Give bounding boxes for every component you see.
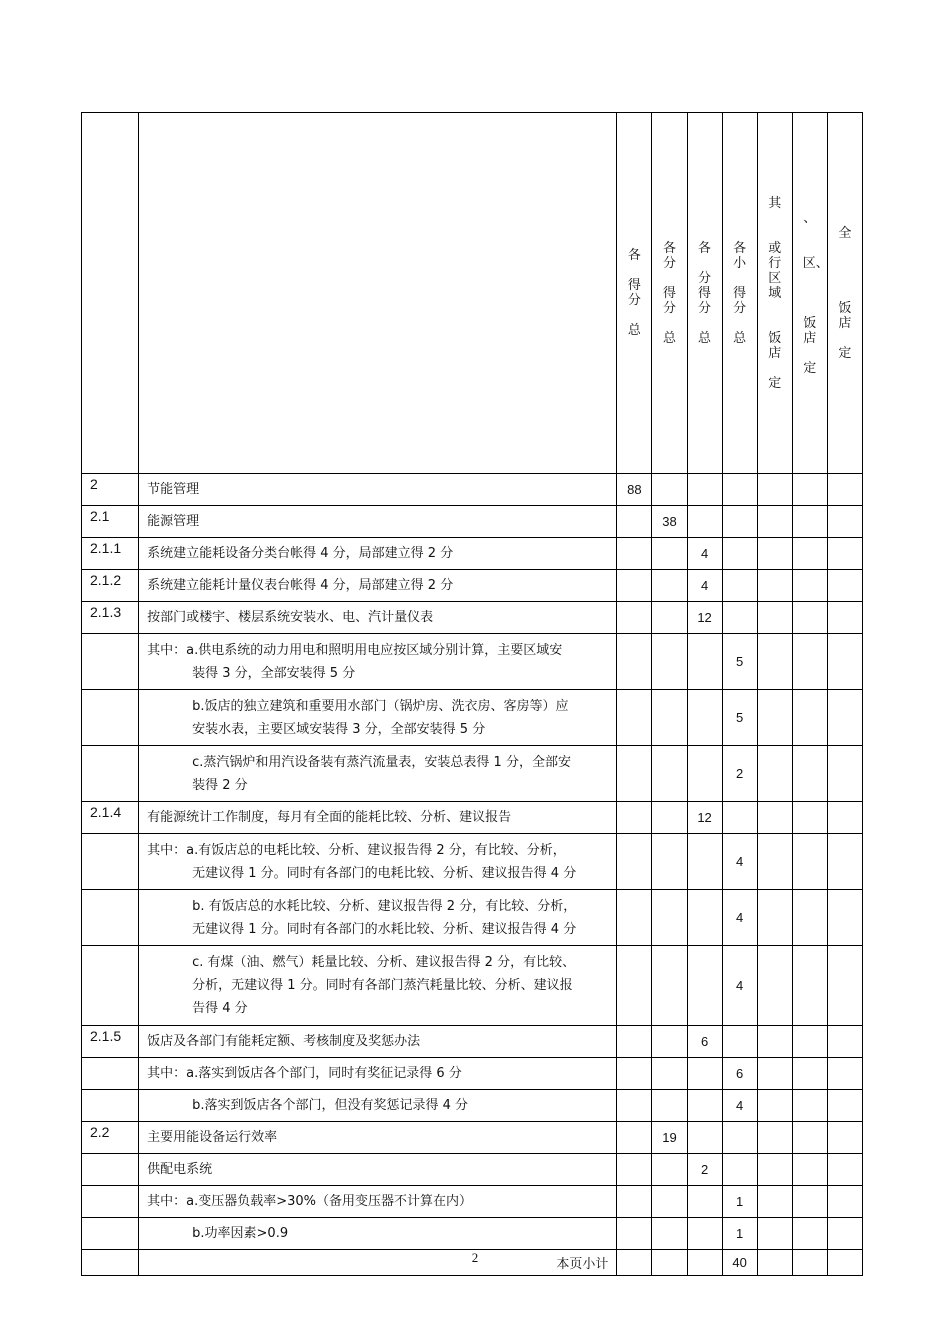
- score-cell: [652, 746, 687, 802]
- score-cell: [792, 506, 827, 538]
- score-cell: [757, 890, 792, 946]
- row-code: [82, 1058, 139, 1090]
- score-cell: [757, 1186, 792, 1218]
- table-row: [82, 890, 863, 946]
- row-item-line: 分析，无建议得 1 分。同时有各部门蒸汽耗量比较、分析、建议报: [192, 978, 573, 993]
- score-cell: [792, 474, 827, 506]
- row-item-line: 其中：a.落实到饭店各个部门，同时有奖征记录得 6 分: [147, 1066, 462, 1081]
- score-cell: [617, 1154, 652, 1186]
- score-cell: [757, 1058, 792, 1090]
- score-cell: [687, 506, 722, 538]
- row-item: [139, 634, 617, 690]
- score-cell: [792, 890, 827, 946]
- score-cell: 2: [687, 1154, 722, 1186]
- score-cell: [722, 1154, 757, 1186]
- score-cell: [617, 634, 652, 690]
- score-cell: [827, 1026, 862, 1058]
- row-item-line: 系统建立能耗计量仪表台帐得 4 分，局部建立得 2 分: [147, 578, 454, 593]
- score-cell: [827, 746, 862, 802]
- score-cell: [617, 570, 652, 602]
- score-cell: [617, 1058, 652, 1090]
- table-row: [82, 634, 863, 690]
- row-item: [139, 1154, 617, 1186]
- row-item: [139, 890, 617, 946]
- score-cell: [827, 1058, 862, 1090]
- row-code: 2.1.2: [82, 570, 139, 602]
- row-code: 2.1.3: [82, 602, 139, 634]
- row-item-line: 节能管理: [147, 482, 200, 497]
- score-cell: [652, 1186, 687, 1218]
- score-cell: [792, 746, 827, 802]
- score-cell: [652, 1058, 687, 1090]
- row-code: 2.2: [82, 1122, 139, 1154]
- score-cell: [757, 634, 792, 690]
- score-cell: 19: [652, 1122, 687, 1154]
- score-cell: [757, 690, 792, 746]
- row-code: [82, 1186, 139, 1218]
- table-row: [82, 602, 863, 634]
- score-cell: [827, 1090, 862, 1122]
- score-cell: 4: [687, 570, 722, 602]
- score-cell: [687, 1186, 722, 1218]
- row-item: [139, 1122, 617, 1154]
- score-cell: 4: [722, 834, 757, 890]
- row-item-line: 有能源统计工作制度，每月有全面的能耗比较、分析、建议报告: [147, 810, 512, 825]
- row-code: [82, 1218, 139, 1250]
- score-cell: [827, 802, 862, 834]
- score-cell: [722, 570, 757, 602]
- header-code-cell: [82, 113, 139, 474]
- row-item-line: 供配电系统: [147, 1162, 213, 1177]
- score-cell: [652, 946, 687, 1026]
- table-row: [82, 746, 863, 802]
- row-code: 2.1.4: [82, 802, 139, 834]
- row-item: [139, 834, 617, 890]
- table-row: [82, 474, 863, 506]
- row-item: [139, 690, 617, 746]
- score-cell: 2: [722, 746, 757, 802]
- score-cell: [792, 570, 827, 602]
- row-item: [139, 746, 617, 802]
- score-cell: [827, 1154, 862, 1186]
- score-cell: [792, 538, 827, 570]
- score-cell: [827, 506, 862, 538]
- score-cell: [827, 634, 862, 690]
- table-row: [82, 1186, 863, 1218]
- subtotal-label: 本页小计: [139, 1250, 617, 1276]
- score-cell: [617, 1186, 652, 1218]
- score-cell: [687, 634, 722, 690]
- row-item: [139, 1090, 617, 1122]
- row-code: [82, 1090, 139, 1122]
- row-item-line: 其中：a.变压器负载率>30%（备用变压器不计算在内）: [147, 1194, 473, 1209]
- header-col-3: 各 分 得分 总: [687, 113, 722, 474]
- row-code: 2.1.5: [82, 1026, 139, 1058]
- table-row: [82, 1218, 863, 1250]
- score-cell: [687, 1218, 722, 1250]
- row-code: [82, 890, 139, 946]
- row-item-line: 能源管理: [147, 514, 200, 529]
- row-item-line: 系统建立能耗设备分类台帐得 4 分，局部建立得 2 分: [147, 546, 454, 561]
- score-cell: [722, 506, 757, 538]
- score-cell: [687, 890, 722, 946]
- score-cell: [792, 1122, 827, 1154]
- score-cell: [687, 1090, 722, 1122]
- score-cell: 6: [722, 1058, 757, 1090]
- row-item-line: 装得 3 分，全部安装得 5 分: [192, 665, 356, 681]
- row-item: [139, 538, 617, 570]
- table-row: [82, 1026, 863, 1058]
- row-item-line: 按部门或楼宇、楼层系统安装水、电、汽计量仪表: [147, 610, 434, 625]
- score-cell: [617, 1218, 652, 1250]
- row-code: [82, 690, 139, 746]
- score-cell: [617, 890, 652, 946]
- score-cell: 12: [687, 602, 722, 634]
- score-cell: [617, 506, 652, 538]
- score-cell: [617, 946, 652, 1026]
- score-cell: [687, 1122, 722, 1154]
- score-cell: [792, 1026, 827, 1058]
- score-cell: [827, 538, 862, 570]
- header-row: [82, 113, 863, 474]
- row-item-line: b. 有饭店总的水耗比较、分析、建议报告得 2 分，有比较、分析，: [192, 898, 577, 914]
- score-cell: 5: [722, 634, 757, 690]
- row-item-line: c.蒸汽锅炉和用汽设备装有蒸汽流量表，安装总表得 1 分，全部安: [192, 754, 571, 770]
- score-cell: [792, 634, 827, 690]
- score-cell: [652, 802, 687, 834]
- score-cell: 4: [722, 890, 757, 946]
- subtotal-value: 40: [722, 1250, 757, 1276]
- score-cell: [687, 746, 722, 802]
- score-cell: [827, 1218, 862, 1250]
- score-cell: [617, 538, 652, 570]
- header-col-1: 各 得分 总: [617, 113, 652, 474]
- score-cell: [792, 946, 827, 1026]
- score-cell: [757, 834, 792, 890]
- scoring-table: [81, 112, 863, 1276]
- row-item-line: 装得 2 分: [192, 777, 248, 793]
- table-row: [82, 506, 863, 538]
- score-cell: [792, 1186, 827, 1218]
- score-cell: [617, 834, 652, 890]
- score-cell: [757, 538, 792, 570]
- score-cell: [757, 1122, 792, 1154]
- score-cell: [652, 1154, 687, 1186]
- score-cell: [687, 834, 722, 890]
- page-number: 2: [471, 1250, 479, 1265]
- score-cell: [792, 1058, 827, 1090]
- row-code: [82, 946, 139, 1026]
- score-cell: [687, 1058, 722, 1090]
- score-cell: [652, 1026, 687, 1058]
- score-cell: [827, 690, 862, 746]
- score-cell: [722, 538, 757, 570]
- score-cell: [687, 946, 722, 1026]
- score-cell: [757, 570, 792, 602]
- row-item: [139, 474, 617, 506]
- score-cell: [792, 1090, 827, 1122]
- score-cell: [617, 690, 652, 746]
- score-cell: [722, 1122, 757, 1154]
- score-cell: 38: [652, 506, 687, 538]
- score-cell: [792, 690, 827, 746]
- row-item-line: b.饭店的独立建筑和重要用水部门（锅炉房、洗衣房、客房等）应: [192, 698, 569, 714]
- table-row: [82, 1122, 863, 1154]
- score-cell: [827, 1186, 862, 1218]
- table-row: [82, 690, 863, 746]
- row-item: [139, 506, 617, 538]
- row-code: [82, 1154, 139, 1186]
- score-cell: [757, 1218, 792, 1250]
- score-cell: [652, 1218, 687, 1250]
- score-cell: [652, 890, 687, 946]
- row-item-line: 无建议得 1 分。同时有各部门的水耗比较、分析、建议报告得 4 分: [192, 921, 577, 937]
- score-cell: [827, 1122, 862, 1154]
- table-row: [82, 1154, 863, 1186]
- score-cell: [652, 474, 687, 506]
- score-cell: [652, 538, 687, 570]
- score-cell: [757, 474, 792, 506]
- score-cell: [652, 1090, 687, 1122]
- row-item: [139, 570, 617, 602]
- score-cell: [827, 570, 862, 602]
- score-cell: [617, 1026, 652, 1058]
- row-item: [139, 1218, 617, 1250]
- header-col-7: 全 饭店 定: [827, 113, 862, 474]
- score-cell: 4: [722, 946, 757, 1026]
- row-code: 2: [82, 474, 139, 506]
- score-cell: [757, 506, 792, 538]
- score-cell: [617, 602, 652, 634]
- score-cell: [757, 602, 792, 634]
- table-row: [82, 1090, 863, 1122]
- score-cell: [617, 802, 652, 834]
- header-item-cell: [139, 113, 617, 474]
- score-cell: [757, 1026, 792, 1058]
- score-cell: 12: [687, 802, 722, 834]
- score-cell: [792, 602, 827, 634]
- score-cell: [757, 1154, 792, 1186]
- row-item: [139, 802, 617, 834]
- score-cell: [652, 690, 687, 746]
- score-cell: [792, 1154, 827, 1186]
- row-code: [82, 634, 139, 690]
- row-item-line: 安装水表，主要区域安装得 3 分，全部安装得 5 分: [192, 721, 486, 737]
- row-item-line: 饭店及各部门有能耗定额、考核制度及奖惩办法: [147, 1034, 421, 1049]
- score-cell: [827, 890, 862, 946]
- row-item-line: c. 有煤（油、燃气）耗量比较、分析、建议报告得 2 分，有比较、: [192, 955, 576, 970]
- row-item: [139, 602, 617, 634]
- row-item-line: 告得 4 分: [192, 1001, 248, 1016]
- score-cell: [617, 1122, 652, 1154]
- header-col-4: 各小 得分 总: [722, 113, 757, 474]
- row-item: [139, 1186, 617, 1218]
- score-cell: 88: [617, 474, 652, 506]
- score-cell: 1: [722, 1186, 757, 1218]
- score-cell: [722, 602, 757, 634]
- score-cell: [792, 834, 827, 890]
- score-cell: [827, 834, 862, 890]
- row-code: [82, 746, 139, 802]
- row-item-line: 无建议得 1 分。同时有各部门的电耗比较、分析、建议报告得 4 分: [192, 865, 577, 881]
- table-row: [82, 802, 863, 834]
- row-item-line: 其中：a.有饭店总的电耗比较、分析、建议报告得 2 分，有比较、分析，: [147, 842, 566, 858]
- score-cell: [757, 746, 792, 802]
- score-cell: 4: [687, 538, 722, 570]
- score-cell: [792, 802, 827, 834]
- score-cell: 4: [722, 1090, 757, 1122]
- score-cell: [722, 802, 757, 834]
- table-row: [82, 570, 863, 602]
- score-cell: [757, 946, 792, 1026]
- score-cell: [757, 802, 792, 834]
- table-row: [82, 1058, 863, 1090]
- score-cell: 5: [722, 690, 757, 746]
- score-cell: [617, 1090, 652, 1122]
- score-cell: [757, 1090, 792, 1122]
- row-code: [82, 834, 139, 890]
- row-item: [139, 946, 617, 1026]
- row-item-line: 主要用能设备运行效率: [147, 1130, 278, 1145]
- table-row: [82, 538, 863, 570]
- row-item: [139, 1026, 617, 1058]
- score-cell: [827, 946, 862, 1026]
- table-row: [82, 946, 863, 1026]
- row-code: 2.1.1: [82, 538, 139, 570]
- row-item-line: 其中：a.供电系统的动力用电和照明用电应按区域分别计算，主要区域安: [147, 642, 563, 658]
- row-code: 2.1: [82, 506, 139, 538]
- score-cell: [652, 602, 687, 634]
- table-body: [82, 474, 863, 1250]
- row-item-line: b.功率因素>0.9: [192, 1226, 289, 1241]
- score-cell: [652, 570, 687, 602]
- score-cell: [687, 474, 722, 506]
- score-cell: [792, 1218, 827, 1250]
- score-cell: [687, 690, 722, 746]
- score-cell: [652, 834, 687, 890]
- row-item: [139, 1058, 617, 1090]
- table-row: [82, 834, 863, 890]
- header-col-5: 其 或行 区域 饭店 定: [757, 113, 792, 474]
- score-cell: [827, 602, 862, 634]
- score-cell: [652, 634, 687, 690]
- score-cell: [617, 746, 652, 802]
- header-col-2: 各分 得分 总: [652, 113, 687, 474]
- score-cell: 1: [722, 1218, 757, 1250]
- score-cell: 6: [687, 1026, 722, 1058]
- score-cell: [827, 474, 862, 506]
- score-cell: [722, 1026, 757, 1058]
- score-cell: [722, 474, 757, 506]
- header-col-6: 、 区、 饭店 定: [792, 113, 827, 474]
- row-item-line: b.落实到饭店各个部门，但没有奖惩记录得 4 分: [192, 1098, 469, 1113]
